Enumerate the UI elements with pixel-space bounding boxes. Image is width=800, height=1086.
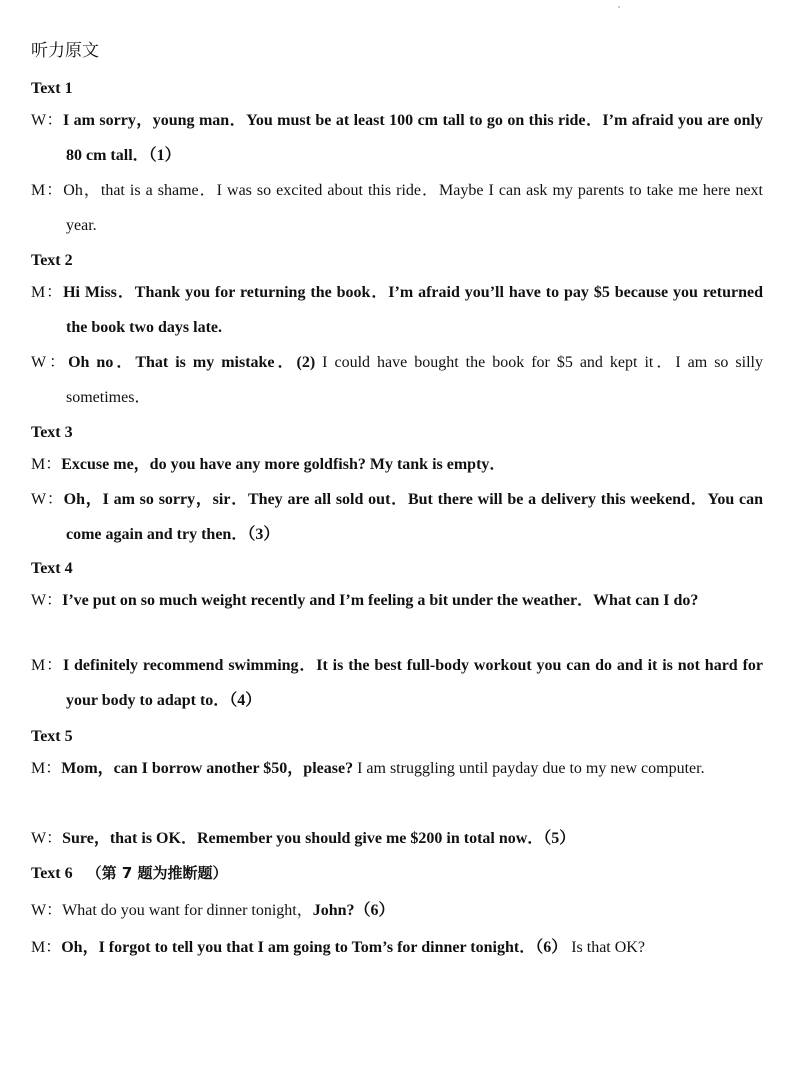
speaker-label: M： — [31, 760, 62, 777]
speaker-label: M： — [31, 284, 64, 301]
section-heading-label: Text 5 — [31, 728, 73, 745]
speaker-label: M： — [31, 182, 64, 199]
section-heading-label: Text 2 — [31, 252, 73, 269]
dialogue-line — [31, 930, 763, 965]
dialogue-line — [31, 893, 763, 928]
section-heading — [31, 862, 228, 885]
speaker-label: W： — [31, 902, 63, 919]
section-note: （第 7 题为推断题） — [86, 864, 228, 882]
dialogue-text: I am struggling until payday due to my new computer. — [353, 760, 705, 777]
scan-speck — [618, 6, 620, 8]
section-heading-label: Text 3 — [31, 424, 73, 441]
speaker-label: W： — [31, 354, 69, 371]
speaker-label: M： — [31, 657, 63, 674]
dialogue-line — [31, 103, 763, 173]
key-sentence: I definitely recommend swimming．It is the best full-body workout you can do and it is not hard for your body to adapt to．（4） — [62, 657, 763, 709]
key-sentence: Excuse me，do you have any more goldfish? My tank is empty． — [61, 456, 506, 473]
speaker-label: W： — [31, 491, 64, 508]
speaker-label: M： — [31, 939, 62, 956]
key-sentence: Oh no．That is my mistake．(2) — [68, 354, 316, 371]
dialogue-line — [31, 751, 763, 786]
speaker-label: W： — [31, 112, 63, 129]
section-heading — [31, 78, 73, 100]
speaker-label: W： — [31, 830, 63, 847]
dialogue-text: What do you want for dinner tonight， — [62, 902, 313, 919]
dialogue-line — [31, 482, 763, 552]
section-heading — [31, 726, 73, 748]
dialogue-line — [31, 173, 763, 243]
section-heading-label: Text 1 — [31, 80, 73, 97]
key-sentence: Mom，can I borrow another $50，please? — [61, 760, 354, 777]
dialogue-text: Is that OK? — [567, 939, 645, 956]
key-sentence: Oh，I am so sorry，sir．They are all sold out．But there will be a delivery this weekend．You can come again and try then．（3） — [63, 491, 763, 543]
key-sentence: Oh，I forgot to tell you that I am going to Tom’s for dinner tonight．（6） — [61, 939, 568, 956]
section-heading — [31, 422, 73, 444]
dialogue-text: I could have bought the book for $5 and kept it．I am so silly sometimes． — [66, 354, 763, 406]
dialogue-line — [31, 648, 763, 718]
key-sentence: Sure，that is OK．Remember you should give me $200 in total now．（5） — [62, 830, 576, 847]
dialogue-line — [31, 447, 763, 482]
dialogue-line — [31, 583, 763, 618]
speaker-label: W： — [31, 592, 63, 609]
key-sentence: I am sorry，young man．You must be at least 100 cm tall to go on this ride．I’m afraid you are only 80 cm tall．（1） — [62, 112, 763, 164]
key-sentence: John?（6） — [312, 902, 395, 919]
dialogue-line — [31, 275, 763, 345]
dialogue-line — [31, 345, 763, 415]
section-heading-label: Text 6 — [31, 865, 73, 882]
key-sentence: Hi Miss．Thank you for returning the book．I’m afraid you’ll have to pay $5 because you returned the book two days late. — [63, 284, 763, 336]
section-heading — [31, 558, 73, 580]
key-sentence: I’ve put on so much weight recently and I’m feeling a bit under the weather．What can I do? — [62, 592, 699, 609]
dialogue-line — [31, 821, 763, 856]
speaker-label: M： — [31, 456, 62, 473]
page-title: 听力原文 — [31, 41, 99, 61]
section-heading — [31, 250, 73, 272]
section-heading-label: Text 4 — [31, 560, 73, 577]
dialogue-text: Oh，that is a shame．I was so excited about this ride．Maybe I can ask my parents to take me here next year. — [63, 182, 763, 234]
